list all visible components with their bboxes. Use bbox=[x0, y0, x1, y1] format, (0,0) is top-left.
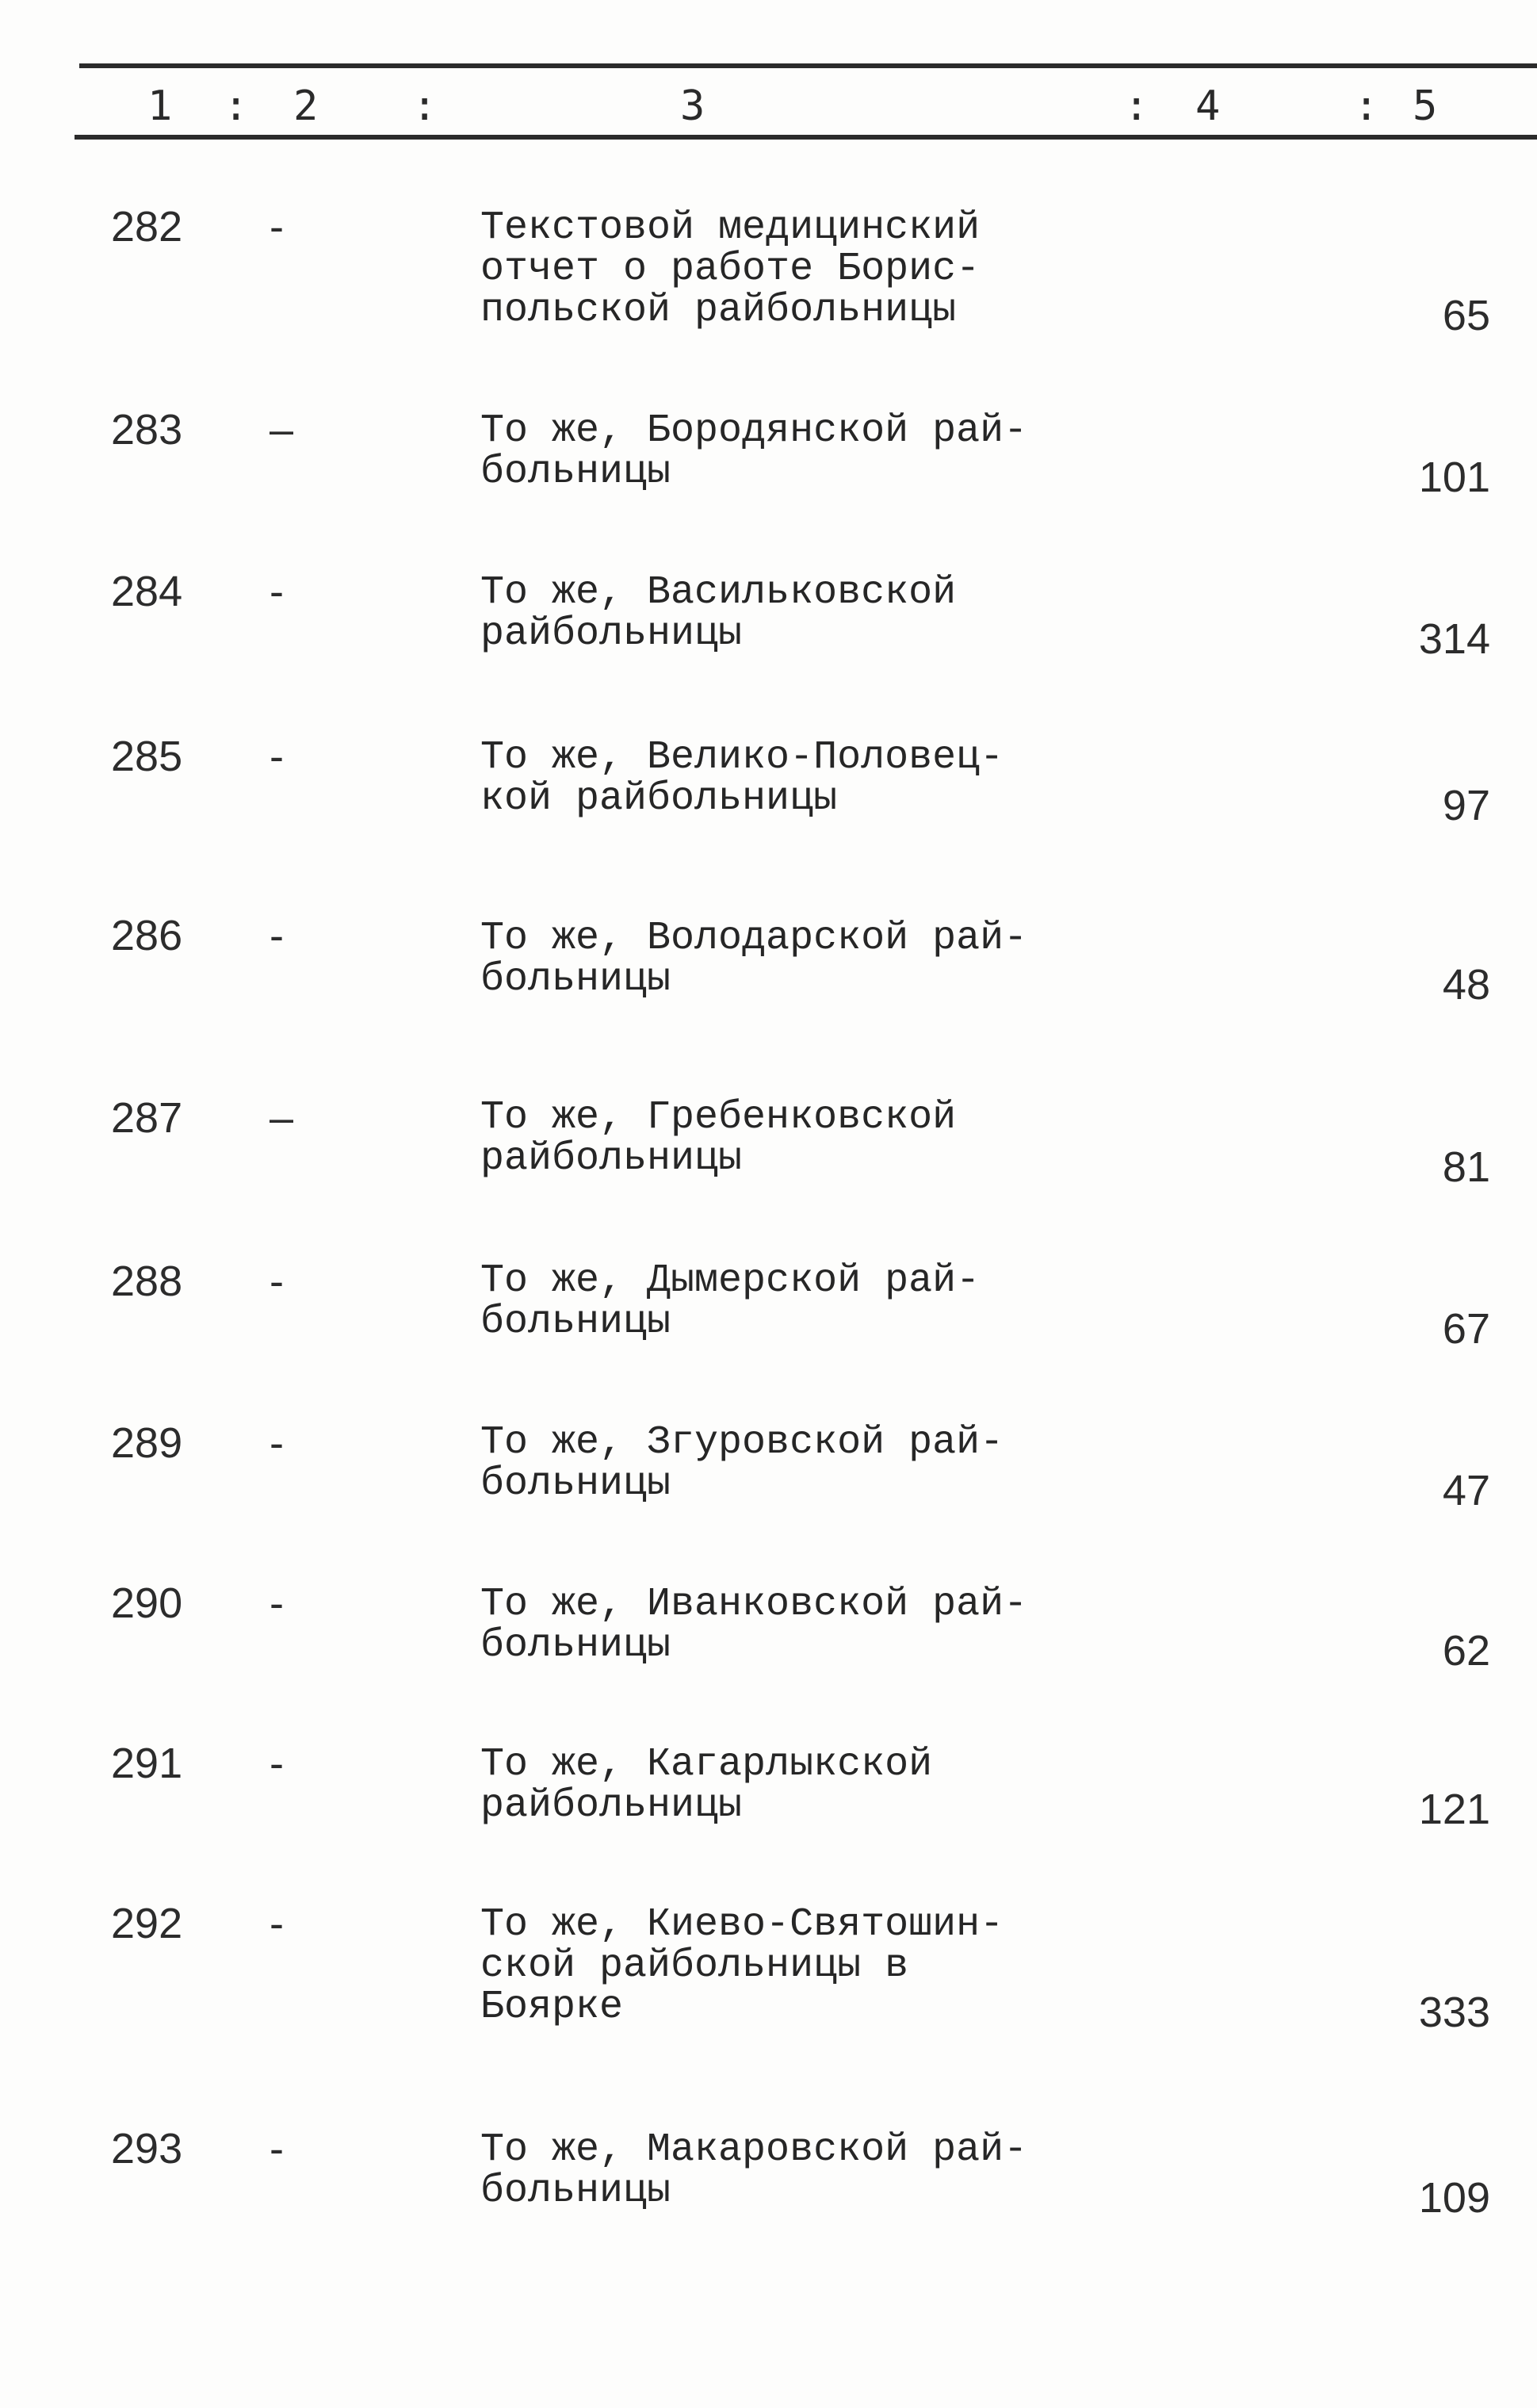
row-dash: - bbox=[270, 2125, 284, 2173]
row-pages: 67 bbox=[1442, 1305, 1490, 1353]
row-title: То же, Дымерской рай- больницы bbox=[480, 1258, 981, 1345]
row-pages: 97 bbox=[1442, 782, 1490, 829]
row-dash: - bbox=[270, 1900, 284, 1947]
row-title: То же, Васильковской райбольницы bbox=[480, 570, 957, 657]
row-dash: - bbox=[270, 1740, 284, 1787]
column-header-3: 3 bbox=[680, 82, 705, 130]
row-number: 290 bbox=[111, 1579, 183, 1627]
row-number: 291 bbox=[111, 1740, 183, 1787]
row-dash: – bbox=[270, 1094, 294, 1142]
row-title: То же, Бородянской рай- больницы bbox=[480, 408, 1028, 495]
row-number: 292 bbox=[111, 1900, 183, 1947]
row-number: 293 bbox=[111, 2125, 183, 2173]
row-pages: 62 bbox=[1442, 1627, 1490, 1675]
row-number: 289 bbox=[111, 1419, 183, 1467]
row-dash: - bbox=[270, 912, 284, 959]
row-title: То же, Иванковской рай- больницы bbox=[480, 1582, 1028, 1668]
column-header-4: 4 bbox=[1195, 82, 1221, 130]
row-pages: 314 bbox=[1418, 615, 1490, 663]
row-pages: 101 bbox=[1418, 454, 1490, 501]
row-number: 283 bbox=[111, 406, 183, 454]
row-pages: 333 bbox=[1418, 1989, 1490, 2036]
header-rule-bottom bbox=[75, 135, 1537, 140]
row-dash: - bbox=[270, 733, 284, 780]
column-separator: : bbox=[1354, 82, 1379, 130]
row-pages: 65 bbox=[1442, 292, 1490, 339]
row-dash: – bbox=[270, 406, 294, 454]
column-separator: : bbox=[1124, 82, 1149, 130]
row-title: То же, Згуровской рай- больницы bbox=[480, 1420, 1004, 1506]
row-pages: 47 bbox=[1442, 1467, 1490, 1514]
row-pages: 121 bbox=[1418, 1786, 1490, 1833]
row-title: То же, Кагарлыкской райбольницы bbox=[480, 1742, 933, 1828]
column-separator: : bbox=[224, 82, 249, 130]
row-number: 285 bbox=[111, 733, 183, 780]
row-number: 282 bbox=[111, 203, 183, 251]
row-dash: - bbox=[270, 568, 284, 615]
row-dash: - bbox=[270, 1419, 284, 1467]
row-number: 286 bbox=[111, 912, 183, 959]
row-dash: - bbox=[270, 1579, 284, 1627]
row-title: То же, Киево-Святошин- ской райбольницы в Боярке bbox=[480, 1902, 1004, 2030]
row-title: Текстовой медицинский отчет о работе Борис- польской райбольницы bbox=[480, 205, 981, 333]
row-number: 284 bbox=[111, 568, 183, 615]
row-pages: 48 bbox=[1442, 961, 1490, 1009]
column-header-2: 2 bbox=[293, 82, 319, 130]
row-title: То же, Гребенковской райбольницы bbox=[480, 1095, 957, 1181]
row-title: То же, Макаровской рай- больницы bbox=[480, 2127, 1028, 2214]
row-title: То же, Велико-Половец- кой райбольницы bbox=[480, 735, 1004, 821]
column-separator: : bbox=[412, 82, 438, 130]
row-number: 287 bbox=[111, 1094, 183, 1142]
column-header-1: 1 bbox=[147, 82, 173, 130]
column-header-5: 5 bbox=[1413, 82, 1438, 130]
row-number: 288 bbox=[111, 1258, 183, 1305]
row-pages: 81 bbox=[1442, 1143, 1490, 1191]
row-dash: - bbox=[270, 1258, 284, 1305]
header-rule-top bbox=[79, 63, 1537, 68]
row-dash: - bbox=[270, 203, 284, 251]
row-title: То же, Володарской рай- больницы bbox=[480, 916, 1028, 1002]
row-pages: 109 bbox=[1418, 2174, 1490, 2222]
